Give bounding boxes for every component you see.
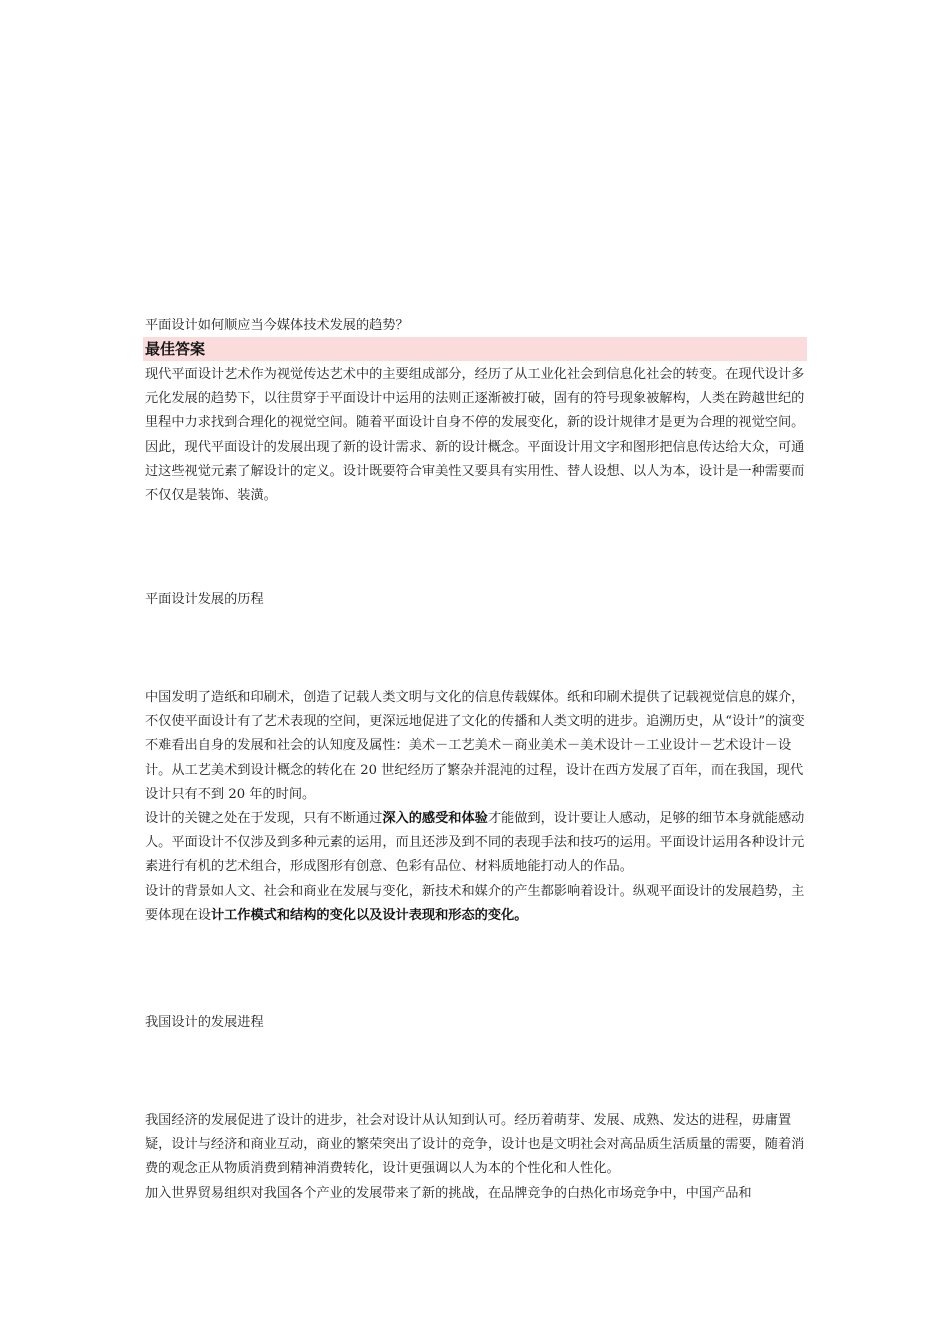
history-paragraph-2 — [145, 807, 807, 880]
history-p2-text-after: 才能做到，设计要让人感动，足够的细节本身就能感动人。平面设计不仅涉及到多种元素的运用，而且还涉及到不同的表现手法和技巧的运用。平面设计运用各种设计元素进行有机的艺术组合，形成图形有创意、色彩有品位、材料质地能打动人的作品。 — [145, 811, 805, 875]
intro-text: 现代平面设计艺术作为视觉传达艺术中的主要组成部分，经历了从工业化社会到信息化社会的转变。在现代设计多元化发展的趋势下，以往贯穿于平面设计中运用的法则正逐渐被打破，固有的符号现象被解构，人类在跨越世纪的里程中力求找到合理化的视觉空间。随着平面设计自身不停的发展变化，新的设计规律才是更为合理的视觉空间。因此，现代平面设计的发展出现了新的设计需求、新的设计概念。平面设计用文字和图形把信息传达给大众，可通过这些视觉元素了解设计的定义。设计既要符合审美性又要具有实用性、替人设想、以人为本，设计是一种需要而不仅仅是装饰、装潢。 — [145, 367, 805, 504]
history-p3-bold: 计工作模式和结构的变化以及设计表现和形态的变化。 — [210, 907, 528, 923]
section-heading-china: 我国设计的发展进程 — [145, 1015, 264, 1030]
intro-paragraph — [145, 363, 807, 508]
section-heading-history: 平面设计发展的历程 — [145, 592, 264, 607]
history-paragraph-3 — [145, 880, 807, 928]
history-p2-text-before: 设计的关键之处在于发现，只有不断通过 — [145, 811, 383, 827]
history-section — [145, 686, 807, 928]
best-answer-label: 最佳答案 — [143, 337, 807, 361]
question-title: 平面设计如何顺应当今媒体技术发展的趋势？ — [145, 318, 409, 333]
history-p2-bold: 深入的感受和体验 — [382, 811, 488, 827]
china-section — [145, 1109, 807, 1206]
china-paragraph-1: 我国经济的发展促进了设计的进步，社会对设计从认知到认可。经历着萌芽、发展、成熟、发达的进程，毋庸置疑，设计与经济和商业互动，商业的繁荣突出了设计的竞争，设计也是文明社会对高品质生活质量的需要，随着消费的观念正从物质消费到精神消费转化，设计更强调以人为本的个性化和人性化。 — [145, 1113, 805, 1177]
china-paragraph-2: 加入世界贸易组织对我国各个产业的发展带来了新的挑战，在品牌竞争的白热化市场竞争中，中国产品和 — [145, 1185, 752, 1201]
history-paragraph-1: 中国发明了造纸和印刷术，创造了记载人类文明与文化的信息传载媒体。纸和印刷术提供了记载视觉信息的媒介，不仅使平面设计有了艺术表现的空间，更深远地促进了文化的传播和人类文明的进步。追溯历史，从“设计”的演变不难看出自身的发展和社会的认知度及属性：美术－工艺美术－商业美术－美术设计－工业设计－艺术设计－设计。从工艺美术到设计概念的转化在 20 世纪经历了繁杂并混沌的过程，设计在西方发展了百年，而在我国，现代设计只有不到 20 年的时间。 — [145, 690, 805, 802]
history-p3-text-before: 设计的背景如人文、社会和商业在发展与变化，新技术和媒介的产生都影响着设计。纵观平面设计的发展趋势，主要体现在设 — [145, 883, 805, 923]
